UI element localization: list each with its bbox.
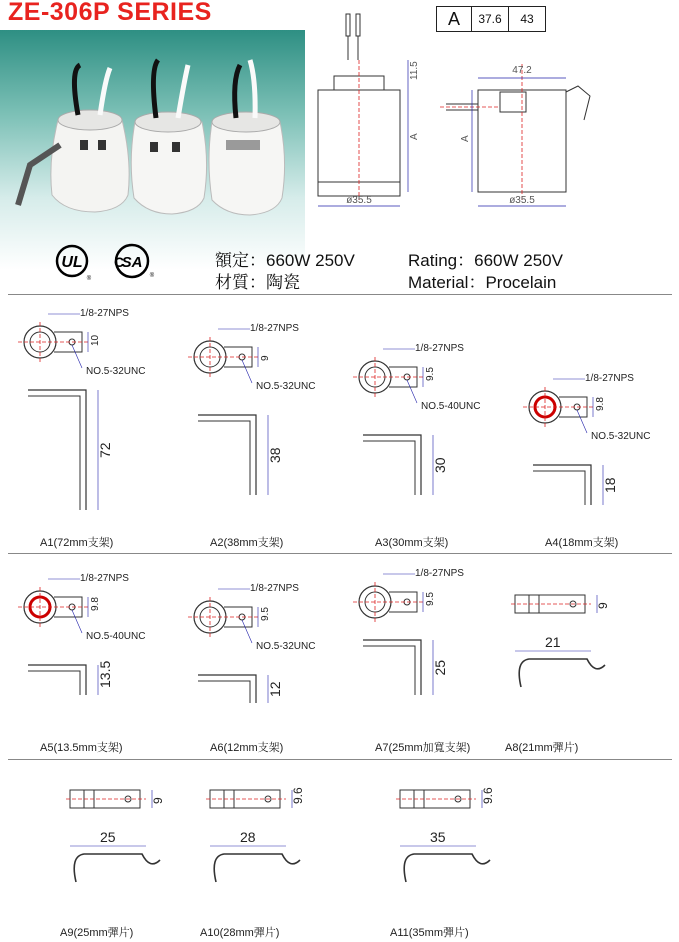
spec-material-cn: 材質：陶瓷 xyxy=(215,273,300,292)
spring-a9 xyxy=(60,780,210,940)
top-dim-label: 9.5 xyxy=(425,367,436,381)
screw-label: NO.5-40UNC xyxy=(86,631,146,642)
height-label: 72 xyxy=(97,442,113,458)
material-cn-value: 陶瓷 xyxy=(266,273,300,292)
bracket-a6 xyxy=(180,575,340,755)
socket-photo-1 xyxy=(18,65,129,212)
rating-en-value: 660W 250V xyxy=(474,251,563,270)
product-photo xyxy=(0,30,305,270)
socket-photo-3 xyxy=(209,60,285,215)
spring-top-dim: 9.6 xyxy=(481,787,495,804)
ul-logo xyxy=(52,243,94,288)
thread-label: 1/8-27NPS xyxy=(80,573,129,584)
spring-top-dim: 9.6 xyxy=(291,787,305,804)
spec-material-en: Material：Procelain xyxy=(408,273,557,292)
spring-length: 21 xyxy=(545,634,561,650)
thread-label: 1/8-27NPS xyxy=(80,308,129,319)
spring-caption: A9(25mm彈片) xyxy=(60,927,134,939)
bracket-caption: A7(25mm加寬支架) xyxy=(375,742,471,754)
thread-label: 1/8-27NPS xyxy=(585,373,634,384)
height-label: 25 xyxy=(432,659,448,676)
bracket-caption: A4(18mm支架) xyxy=(545,537,619,549)
screw-label: NO.5-32UNC xyxy=(591,431,651,442)
socket-photo-2 xyxy=(131,60,206,214)
rating-cn-value: 660W 250V xyxy=(266,251,355,270)
bracket-caption: A1(72mm支架) xyxy=(40,537,114,549)
rating-cn-label: 額定 xyxy=(215,251,249,270)
spring-a11 xyxy=(390,780,560,940)
height-label: 30 xyxy=(432,457,448,473)
bracket-caption: A6(12mm支架) xyxy=(210,742,284,754)
bracket-a3 xyxy=(345,335,495,550)
screw-label: NO.5-32UNC xyxy=(256,641,316,652)
rating-en-label: Rating xyxy=(408,251,458,270)
spring-a10 xyxy=(200,780,360,940)
bracket-a2 xyxy=(180,315,330,550)
bracket-a4 xyxy=(515,365,675,550)
screw-label: NO.5-32UNC xyxy=(86,366,146,377)
divider-3 xyxy=(8,759,672,760)
dim-width: 47.2 xyxy=(512,65,532,76)
divider-1 xyxy=(8,294,672,295)
dim-top: 11.5 xyxy=(409,61,420,80)
spring-length: 28 xyxy=(240,829,256,845)
top-dim-label: 9.5 xyxy=(260,607,271,621)
top-dim-label: 9.8 xyxy=(90,597,101,611)
svg-text:C: C xyxy=(114,254,125,270)
height-label: 12 xyxy=(267,681,283,697)
dia-front: ø35.5 xyxy=(346,195,372,206)
a-value-2: 43 xyxy=(509,7,546,32)
svg-text:®: ® xyxy=(86,276,92,282)
height-label: 18 xyxy=(602,477,618,493)
bracket-caption: A2(38mm支架) xyxy=(210,537,284,549)
main-socket-drawing xyxy=(300,0,679,220)
dim-side-a-2: A xyxy=(460,135,471,142)
a-label: A xyxy=(437,7,472,32)
series-title: ZE-306P SERIES xyxy=(8,0,212,26)
dim-side-a: A xyxy=(409,133,420,140)
top-dim-label: 10 xyxy=(90,334,101,346)
spring-length: 25 xyxy=(100,829,116,845)
height-label: 13.5 xyxy=(97,660,113,688)
spring-caption: A11(35mm彈片) xyxy=(390,927,469,939)
material-cn-label: 材質 xyxy=(215,273,249,292)
spec-rating-en: Rating：660W 250V xyxy=(408,251,563,270)
thread-label: 1/8-27NPS xyxy=(250,583,299,594)
screw-label: NO.5-40UNC xyxy=(421,401,481,412)
svg-text:®: ® xyxy=(149,273,155,279)
material-en-label: Material xyxy=(408,273,469,292)
spring-length: 35 xyxy=(430,829,446,845)
dia-side: ø35.5 xyxy=(509,195,535,206)
bracket-a5 xyxy=(10,565,170,755)
svg-text:UL: UL xyxy=(61,254,83,271)
bracket-caption: A5(13.5mm支架) xyxy=(40,742,123,754)
height-label: 38 xyxy=(267,447,283,463)
thread-label: 1/8-27NPS xyxy=(250,323,299,334)
spring-caption: A8(21mm彈片) xyxy=(505,742,579,754)
top-dim-label: 9.5 xyxy=(425,592,436,606)
thread-label: 1/8-27NPS xyxy=(415,343,464,354)
a-value-1: 37.6 xyxy=(472,7,509,32)
material-en-value: Procelain xyxy=(485,273,557,292)
spec-rating-cn: 額定：660W 250V xyxy=(215,251,355,270)
spring-top-dim: 9 xyxy=(151,797,165,804)
bracket-a1 xyxy=(10,300,160,550)
svg-text:SA: SA xyxy=(121,254,143,271)
spring-a8 xyxy=(505,585,675,755)
thread-label: 1/8-27NPS xyxy=(415,568,464,579)
divider-2 xyxy=(8,553,672,554)
spring-top-dim: 9 xyxy=(596,602,610,609)
top-dim-label: 9.8 xyxy=(595,397,606,411)
bracket-a7 xyxy=(345,560,495,755)
csa-logo xyxy=(111,241,157,288)
screw-label: NO.5-32UNC xyxy=(256,381,316,392)
top-dim-label: 9 xyxy=(260,355,271,361)
bracket-caption: A3(30mm支架) xyxy=(375,537,449,549)
spring-caption: A10(28mm彈片) xyxy=(200,927,280,939)
